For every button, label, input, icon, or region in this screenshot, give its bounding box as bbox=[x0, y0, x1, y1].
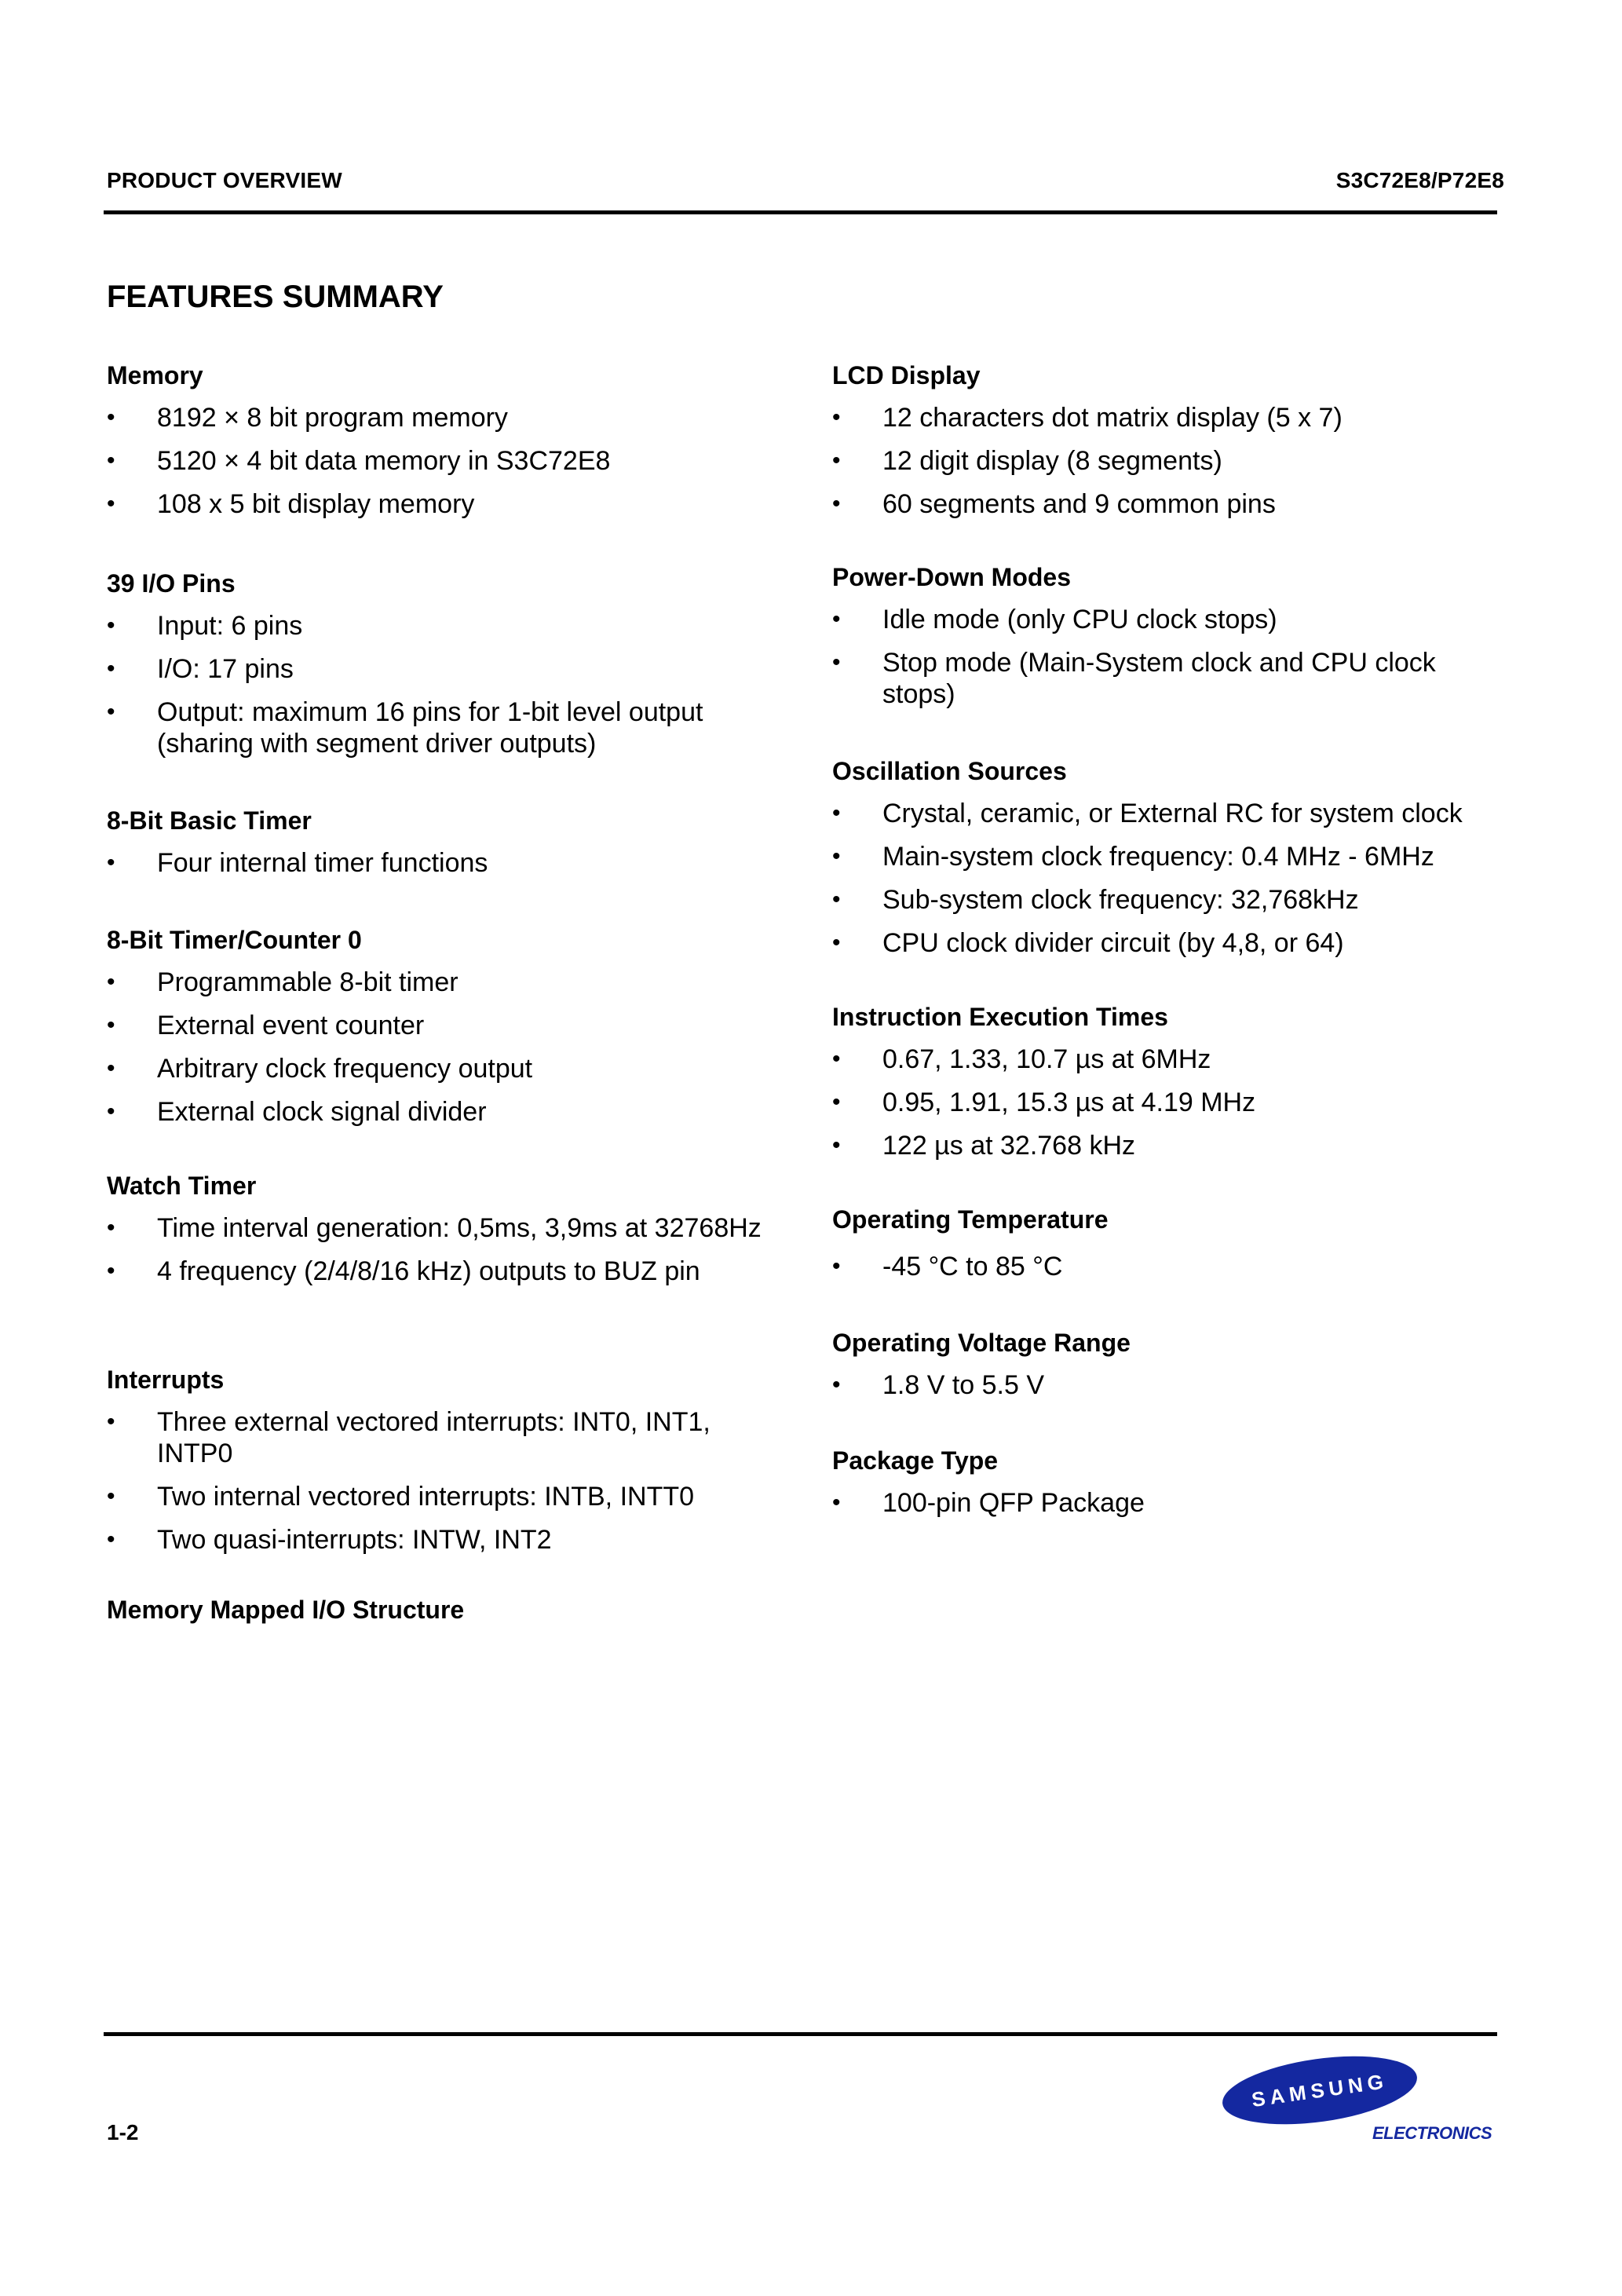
bullet-icon: • bbox=[832, 491, 841, 517]
bullet-icon: • bbox=[832, 887, 841, 912]
item-text: Time interval generation: 0,5ms, 3,9ms at 32768Hz bbox=[157, 1213, 762, 1243]
item-text: 108 x 5 bit display memory bbox=[157, 489, 475, 519]
item-text: Two quasi-interrupts: INTW, INT2 bbox=[157, 1525, 552, 1555]
footer-rule bbox=[104, 2032, 1497, 2036]
item-text: Stop mode (Main-System clock and CPU clock stops) bbox=[882, 648, 1436, 709]
bullet-icon: • bbox=[832, 404, 841, 430]
bullet-icon: • bbox=[832, 930, 841, 956]
header-part-number: S3C72E8/P72E8 bbox=[1335, 168, 1504, 192]
list-item bbox=[832, 1369, 1507, 1401]
item-text: 1.8 V to 5.5 V bbox=[882, 1370, 1045, 1400]
item-text: 12 characters dot matrix display (5 x 7) bbox=[882, 403, 1343, 433]
list-item bbox=[107, 1212, 782, 1244]
item-text: 100-pin QFP Package bbox=[882, 1488, 1145, 1518]
list-item bbox=[832, 1130, 1507, 1161]
bullet-icon: • bbox=[832, 1253, 841, 1279]
section-title: LCD Display bbox=[832, 361, 981, 389]
header-section-title: PRODUCT OVERVIEW bbox=[107, 168, 342, 192]
item-text: Three external vectored interrupts: INT0, INT1, INTP0 bbox=[157, 1407, 711, 1468]
item-text: 0.67, 1.33, 10.7 µs at 6MHz bbox=[882, 1044, 1211, 1074]
section-lcd-display bbox=[832, 360, 1507, 532]
section-memory bbox=[107, 360, 782, 532]
list-item bbox=[107, 1010, 782, 1041]
bullet-icon: • bbox=[107, 850, 115, 876]
bullet-icon: • bbox=[107, 448, 115, 473]
list-item bbox=[107, 1096, 782, 1128]
section-title: Memory Mapped I/O Structure bbox=[107, 1596, 465, 1624]
section-io-pins bbox=[107, 568, 782, 771]
page-title: FEATURES SUMMARY bbox=[107, 280, 444, 314]
item-text: 60 segments and 9 common pins bbox=[882, 489, 1276, 519]
item-text: Four internal timer functions bbox=[157, 848, 488, 878]
bullet-icon: • bbox=[832, 1089, 841, 1115]
item-text: I/O: 17 pins bbox=[157, 654, 294, 684]
section-title: Package Type bbox=[832, 1446, 999, 1475]
section-operating-voltage bbox=[832, 1327, 1507, 1413]
section-title: Memory bbox=[107, 361, 203, 389]
bullet-icon: • bbox=[107, 1099, 115, 1124]
section-title: Instruction Execution Times bbox=[832, 1003, 1168, 1031]
item-text: 0.95, 1.91, 15.3 µs at 4.19 MHz bbox=[882, 1088, 1256, 1117]
item-text: Idle mode (only CPU clock stops) bbox=[882, 605, 1277, 634]
bullet-icon: • bbox=[107, 1409, 115, 1435]
section-timer-counter bbox=[107, 924, 782, 1139]
list-item bbox=[107, 1481, 782, 1512]
item-text: Input: 6 pins bbox=[157, 611, 303, 641]
section-title: Operating Voltage Range bbox=[832, 1329, 1131, 1357]
bullet-icon: • bbox=[107, 1215, 115, 1241]
bullet-icon: • bbox=[832, 606, 841, 632]
list-item bbox=[107, 1524, 782, 1556]
logo-subtitle: ELECTRONICS bbox=[1372, 2123, 1492, 2143]
section-title: 39 I/O Pins bbox=[107, 569, 236, 598]
section-title: Oscillation Sources bbox=[832, 757, 1067, 785]
list-item bbox=[107, 653, 782, 685]
section-title: 8-Bit Basic Timer bbox=[107, 806, 312, 835]
bullet-icon: • bbox=[832, 1046, 841, 1072]
list-item bbox=[107, 1053, 782, 1084]
bullet-icon: • bbox=[832, 843, 841, 869]
list-item bbox=[832, 1251, 1507, 1282]
list-item bbox=[832, 841, 1507, 872]
bullet-icon: • bbox=[107, 491, 115, 517]
list-item bbox=[832, 798, 1507, 829]
header-rule bbox=[104, 210, 1497, 214]
list-item bbox=[832, 884, 1507, 916]
list-item bbox=[832, 1044, 1507, 1075]
list-item bbox=[107, 967, 782, 998]
item-text: -45 °C to 85 °C bbox=[882, 1252, 1063, 1281]
section-interrupts bbox=[107, 1364, 782, 1567]
section-package-type bbox=[832, 1445, 1507, 1530]
list-item bbox=[107, 696, 782, 759]
list-item bbox=[832, 1487, 1507, 1519]
section-memory-mapped-io bbox=[107, 1594, 782, 1636]
item-text: External clock signal divider bbox=[157, 1097, 487, 1127]
bullet-icon: • bbox=[107, 969, 115, 995]
bullet-icon: • bbox=[832, 1372, 841, 1398]
page-number: 1-2 bbox=[107, 2120, 139, 2144]
item-text: 122 µs at 32.768 kHz bbox=[882, 1131, 1136, 1161]
section-operating-temperature bbox=[832, 1204, 1507, 1294]
item-text: Two internal vectored interrupts: INTB, INTT0 bbox=[157, 1482, 695, 1512]
section-title: 8-Bit Timer/Counter 0 bbox=[107, 926, 362, 954]
section-title: Power-Down Modes bbox=[832, 563, 1072, 591]
list-item bbox=[107, 402, 782, 433]
list-item bbox=[107, 1406, 782, 1469]
logo-wordmark: SAMSUNG bbox=[1250, 2068, 1390, 2112]
list-item bbox=[832, 402, 1507, 433]
item-text: Sub-system clock frequency: 32,768kHz bbox=[882, 885, 1359, 915]
bullet-icon: • bbox=[107, 1483, 115, 1509]
section-title: Operating Temperature bbox=[832, 1205, 1109, 1234]
samsung-logo bbox=[1217, 2049, 1500, 2159]
bullet-icon: • bbox=[107, 1055, 115, 1081]
item-text: Main-system clock frequency: 0.4 MHz - 6MHz bbox=[882, 842, 1434, 872]
list-item bbox=[107, 1256, 782, 1287]
bullet-icon: • bbox=[832, 448, 841, 473]
item-text: 4 frequency (2/4/8/16 kHz) outputs to BUZ pin bbox=[157, 1256, 700, 1286]
bullet-icon: • bbox=[107, 1526, 115, 1552]
section-power-down bbox=[832, 561, 1507, 722]
item-text: External event counter bbox=[157, 1011, 425, 1040]
list-item bbox=[832, 647, 1507, 710]
section-basic-timer bbox=[107, 805, 782, 890]
list-item bbox=[107, 445, 782, 477]
list-item bbox=[832, 927, 1507, 959]
list-item bbox=[832, 488, 1507, 520]
bullet-icon: • bbox=[107, 612, 115, 638]
list-item bbox=[107, 847, 782, 879]
bullet-icon: • bbox=[107, 404, 115, 430]
bullet-icon: • bbox=[832, 800, 841, 826]
bullet-icon: • bbox=[107, 1012, 115, 1038]
section-title: Watch Timer bbox=[107, 1172, 257, 1200]
bullet-icon: • bbox=[107, 656, 115, 682]
section-watch-timer bbox=[107, 1170, 782, 1299]
item-text: Crystal, ceramic, or External RC for system clock bbox=[882, 799, 1463, 828]
item-text: CPU clock divider circuit (by 4,8, or 64) bbox=[882, 928, 1344, 958]
section-oscillation bbox=[832, 755, 1507, 971]
item-text: 5120 × 4 bit data memory in S3C72E8 bbox=[157, 446, 611, 476]
item-text: 8192 × 8 bit program memory bbox=[157, 403, 508, 433]
bullet-icon: • bbox=[832, 1132, 841, 1158]
bullet-icon: • bbox=[107, 699, 115, 725]
bullet-icon: • bbox=[107, 1258, 115, 1284]
list-item bbox=[107, 610, 782, 642]
list-item bbox=[107, 488, 782, 520]
list-item bbox=[832, 604, 1507, 635]
item-text: Arbitrary clock frequency output bbox=[157, 1054, 533, 1084]
bullet-icon: • bbox=[832, 649, 841, 675]
section-execution-times bbox=[832, 1001, 1507, 1173]
item-text: Programmable 8-bit timer bbox=[157, 967, 458, 997]
list-item bbox=[832, 1087, 1507, 1118]
item-text: Output: maximum 16 pins for 1-bit level output (sharing with segment driver outputs) bbox=[157, 697, 703, 759]
bullet-icon: • bbox=[832, 1490, 841, 1515]
list-item bbox=[832, 445, 1507, 477]
item-text: 12 digit display (8 segments) bbox=[882, 446, 1222, 476]
section-title: Interrupts bbox=[107, 1366, 225, 1394]
